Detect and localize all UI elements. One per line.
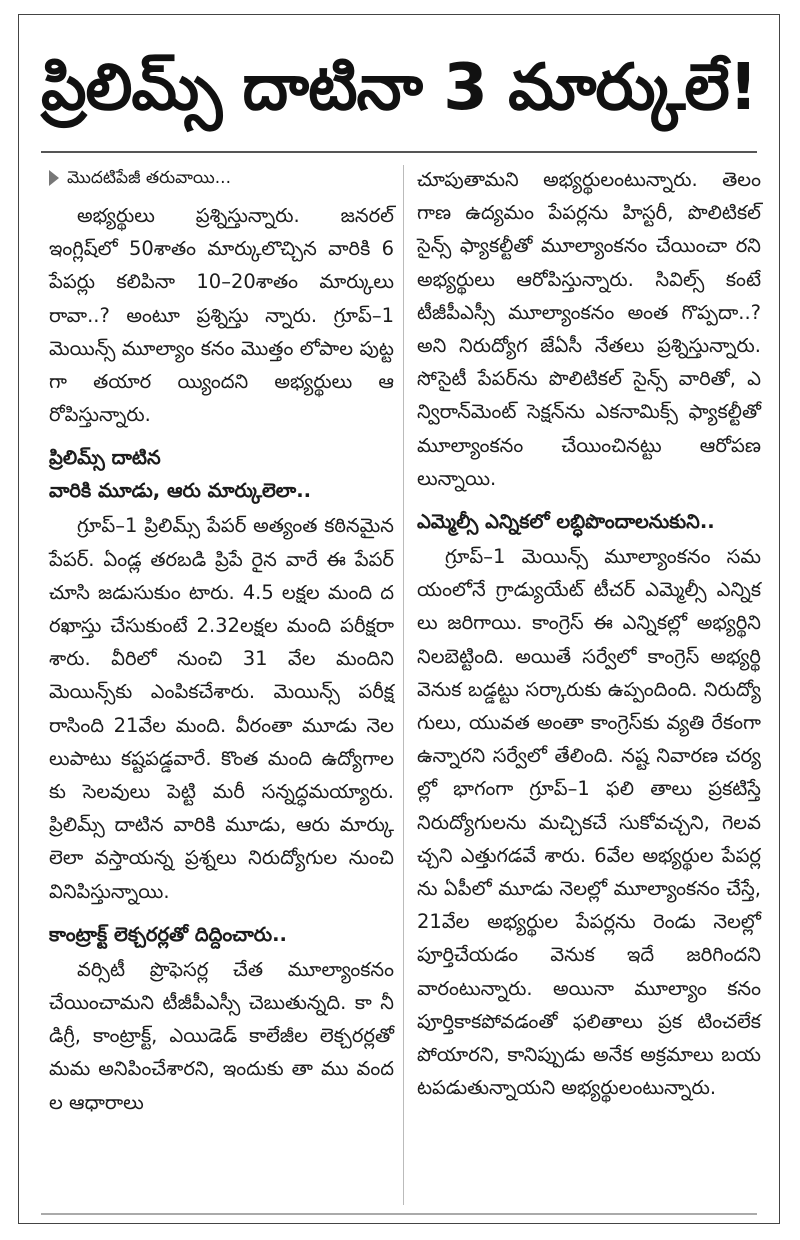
right-paragraph-1: చూపుతామని అభ్యర్థులంటున్నారు. తెలం గాణ ఉద్యమం పేపర్లను హిస్టరీ, పొలిటికల్ సైన్స్ ఫ్యాకల్టీతో మూల్యాంకనం చేయించా రని అభ్యర్థులు ఆరోపిస్తున్నారు. సివిల్స్ కంటే టీజీపీఎస్సీ మూల్యాంకనం అంత గొప్పదా..? అని నిరుద్యోగ జేఏసీ నేతలు ప్రశ్నిస్తున్నారు. సోసైటీ పేపర్‌ను పొలిటికల్ సైన్స్ వారితో, ఎన్విరాన్‌మెంట్ సెక్షన్‌ను ఎకనామిక్స్ ఫ్యాకల్టీతో మూల్యాంకనం చేయించినట్టు ఆరోపణలున్నాయి.: [417, 168, 761, 490]
right-subhead-1: ఎమ్మెల్సీ ఎన్నికలో లబ్ధిపొందాలనుకుని..: [417, 510, 715, 534]
arrow-right-icon: [49, 170, 59, 186]
article-frame: [18, 14, 780, 1224]
left-paragraph-2: గ్రూప్–1 ప్రిలిమ్స్ పేపర్ అత్యంత కఠినమైన పేపర్. ఏండ్ల తరబడి ప్రిపే రైన వారే ఈ పేపర్ చూసి జడుసుకుం టారు. 4.5 లక్షల మంది దరఖాస్తు చేసుకుంటే 2.32లక్షల మంది పరీక్షరా శారు. వీరిలో నుంచి 31 వేల మందిని మెయిన్స్‌కు ఎంపికచేశారు. మెయిన్స్ పరీక్ష రాసింది 21వేల మంది. వీరంతా మూడు నెలలుపాటు కష్టపడ్డవారే. కొంత మంది ఉద్యోగాలకు సెలవులు పెట్టి మరీ సన్నద్ధమయ్యారు. ప్రిలిమ్స్ దాటిన వారికి మూడు, ఆరు మార్కు లెలా వస్తాయన్న ప్రశ్నలు నిరుద్యోగుల నుంచి వినిపిస్తున్నాయి.: [49, 514, 394, 903]
column-divider: [403, 165, 404, 1205]
bottom-divider: [41, 1213, 757, 1215]
continuation-line: [49, 163, 394, 193]
left-paragraph-1: అభ్యర్థులు ప్రశ్నిస్తున్నారు. జనరల్ ఇంగ్లిష్‌లో 50శాతం మార్కులొచ్చిన వారికి 6 పేపర్లు కలిపినా 10–20శాతం మార్కులు రావా..? అంటూ ప్రశ్నిస్తు న్నారు. గ్రూప్–1 మెయిన్స్ మూల్యాం కనం మొత్తం లోపాల పుట్టగా తయార య్యిందని అభ్యర్థులు ఆరోపిస్తున్నారు.: [49, 204, 394, 427]
left-subhead-1a: ప్రిలిమ్స్ దాటిన: [49, 446, 161, 470]
right-paragraph-2: గ్రూప్–1 మెయిన్స్ మూల్యాంకనం సమయంలోనే గ్రాడ్యుయేట్ టీచర్ ఎమ్మెల్సీ ఎన్నికలు జరిగాయి. కాంగ్రెస్ ఈ ఎన్నికల్లో అభ్యర్థిని నిలబెట్టింది. అయితే సర్వేలో కాంగ్రెస్ అభ్యర్థి వెనుక బడ్డట్టు సర్కారుకు ఉప్పందింది. నిరుద్యో గులు, యువత అంతా కాంగ్రెస్‌కు వ్యతి రేకంగా ఉన్నారని సర్వేలో తేలింది. నష్ట నివారణ చర్యల్లో భాగంగా గ్రూప్–1 ఫలి తాలు ప్రకటిస్తే నిరుద్యోగులను మచ్చికచే సుకోవచ్చని, గెలవచ్చని ఎత్తుగడవే శారు. 6వేల అభ్యర్థుల పేపర్లను ఏపీలో మూడు నెలల్లో మూల్యాంకనం చేస్తే, 21వేల అభ్యర్థుల పేపర్లను రెండు నెలల్లో పూర్తిచేయడం వెనుక ఇదే జరిగిందని వారంటున్నారు. అయినా మూల్యాం కనం పూర్తికాకపోవడంతో ఫలితాలు ప్రక టించలేకపోయారని, కానిప్పుడు అనేక అక్రమాలు బయటపడుతున్నాయని అభ్యర్థులంటున్నారు.: [417, 545, 761, 1100]
headline: ప్రిలిమ్స్ దాటినా 3 మార్కులే!: [40, 51, 757, 125]
headline-divider: [41, 151, 757, 153]
right-column: [417, 163, 761, 1104]
left-paragraph-3: వర్సిటీ ప్రొఫెసర్ల చేత మూల్యాంకనం చేయించామని టీజీపీఎస్సీ చెబుతున్నది. కా నీ డిగ్రీ, కాంట్రాక్ట్, ఎయిడెడ్ కాలేజీల లెక్చరర్లతో మమ అనిపించేశారని, ఇందుకు తా ము వందల ఆధారాలు: [49, 957, 394, 1114]
left-column: [49, 163, 394, 1119]
left-subhead-1b: వారికి మూడు, ఆరు మార్కులెలా..: [49, 479, 312, 503]
left-subhead-2: కాంట్రాక్ట్ లెక్చరర్లతో దిద్దించారు..: [49, 922, 287, 946]
continued-from-label: మొదటిపేజీ తరువాయి...: [67, 168, 231, 188]
